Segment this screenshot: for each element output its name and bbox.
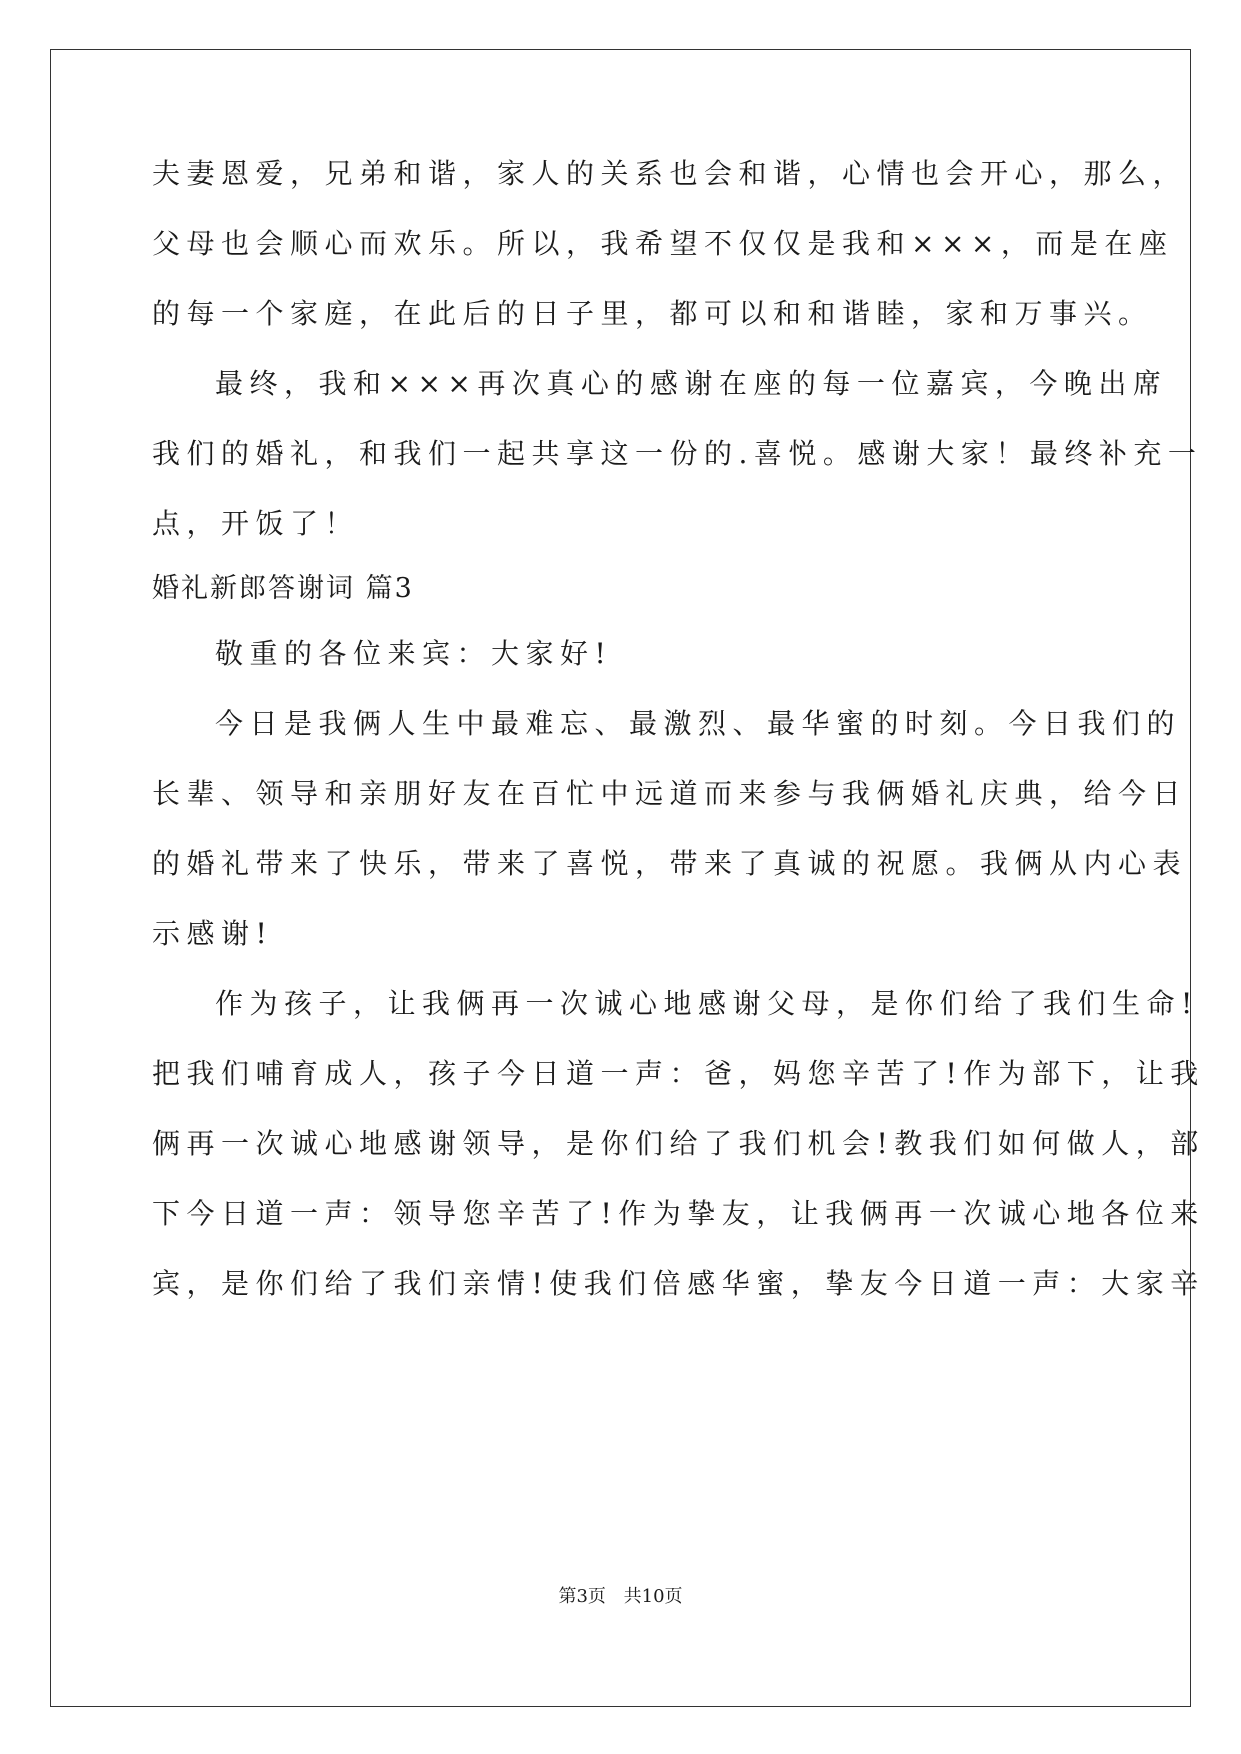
body-line: 的每一个家庭，在此后的日子里，都可以和和谐睦，家和万事兴。 <box>152 297 1153 330</box>
body-line: 夫妻恩爱，兄弟和谐，家人的关系也会和谐，心情也会开心，那么， <box>152 157 1188 190</box>
body-line: 父母也会顺心而欢乐。所以，我希望不仅仅是我和×××，而是在座 <box>152 227 1174 260</box>
page-number: 第3页 <box>558 1586 606 1607</box>
body-line: 俩再一次诚心地感谢领导，是你们给了我们机会!教我们如何做人，部 <box>152 1127 1205 1160</box>
body-line: 宾，是你们给了我们亲情!使我们倍感华蜜，挚友今日道一声：大家辛 <box>152 1267 1205 1300</box>
body-line: 的婚礼带来了快乐，带来了喜悦，带来了真诚的祝愿。我俩从内心表 <box>152 847 1188 880</box>
section-heading: 婚礼新郎答谢词 篇3 <box>152 573 414 604</box>
page-total: 共10页 <box>623 1586 683 1607</box>
body-line: 作为孩子，让我俩再一次诚心地感谢父母，是你们给了我们生命! <box>215 987 1199 1020</box>
page-footer <box>0 1585 1241 1609</box>
body-line: 把我们哺育成人，孩子今日道一声：爸，妈您辛苦了!作为部下，让我 <box>152 1057 1205 1090</box>
body-line: 今日是我俩人生中最难忘、最激烈、最华蜜的时刻。今日我们的 <box>215 707 1182 740</box>
body-line: 示感谢! <box>152 917 274 950</box>
body-line: 敬重的各位来宾：大家好! <box>215 637 613 670</box>
body-line: 最终，我和×××再次真心的感谢在座的每一位嘉宾，今晚出席 <box>215 367 1168 400</box>
body-line: 下今日道一声：领导您辛苦了!作为挚友，让我俩再一次诚心地各位来 <box>152 1197 1205 1230</box>
body-line: 点，开饭了！ <box>152 507 360 540</box>
body-line: 长辈、领导和亲朋好友在百忙中远道而来参与我俩婚礼庆典，给今日 <box>152 777 1188 810</box>
body-line: 我们的婚礼，和我们一起共享这一份的.喜悦。感谢大家！最终补充一 <box>152 437 1203 470</box>
